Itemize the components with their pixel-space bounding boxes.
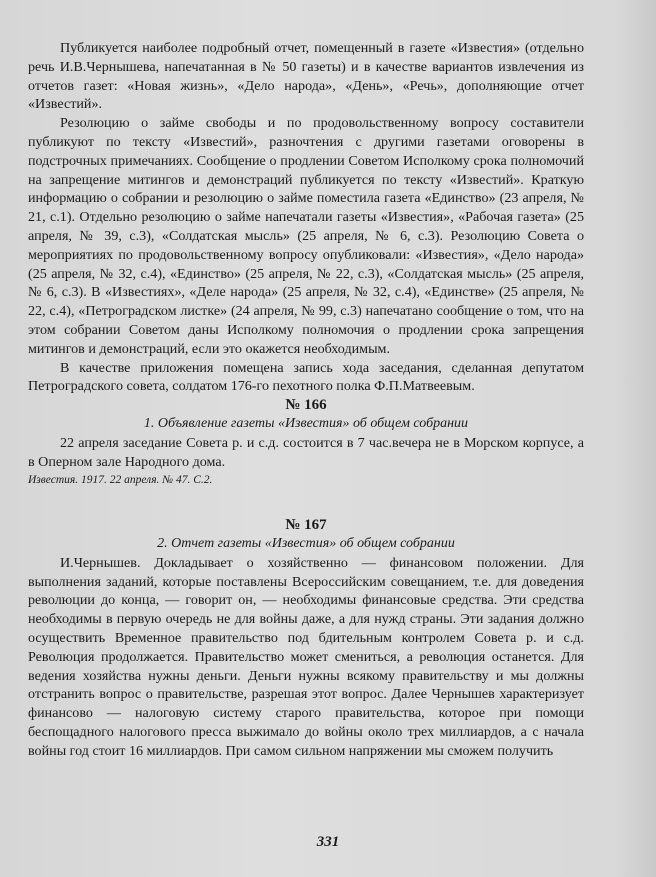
page-number: 331: [316, 834, 340, 850]
document-body-166: 22 апреля заседание Совета р. и с.д. состоится в 7 час.вечера не в Морском корпусе, а в Оперном зале Народного дома.: [28, 434, 584, 470]
document-body-167: И.Чернышев. Докладывает о хозяйственно — финансовом положении. Для выполнения заданий, которые поставлены Всероссийским совещанием, т.е. для доведения революции до конца, — говорит он, — необходимы финансовые средства. Эти средства необходимы в первую очередь не для войны даже, а для нужд страны. Эти задания должно осуществить Временное правительство под бдительным контролем Совета р. и с.д. Революция продолжается. Правительство может смениться, а революция останется. Для ведения хозяйства нужны деньги. Деньги нужны всякому правительству и мы должны отстранить вопрос о правительстве, разрешая этот вопрос. Далее Чернышев характеризует финансово — налоговую систему старого правительства, которое при помощи беспощадного налогового пресса выжимало до войны около трех миллиардов, а с начала войны год стоит 16 миллиардов. При самом сильном напряжении мы сможем получить: [28, 554, 584, 759]
document-title-167: 2. Отчет газеты «Известия» об общем собрании: [157, 535, 455, 551]
intro-paragraph-2: Резолюцию о займе свободы и по продовольственному вопросу составители публикуют по тексту «Известий», разночтения с другими газетами оговорены в подстрочных примечаниях. Сообщение о продлении Советом Исполкому срока полномочий на запрещение митингов и демонстраций публикуется по тексту «Известий». Краткую информацию о собрании и резолюцию о займе поместила газета «Единство» (23 апреля, № 21, с.1). Отдельно резолюцию о займе напечатали газеты «Известия», «Рабочая газета» (25 апреля, № 39, с.3), «Солдатская мысль» (25 апреля, № 6, с.3). Резолюцию Совета о мероприятиях по продовольственному вопросу опубликовали: «Известия», «Дело народа» (25 апреля, № 32, с.4), «Единство» (25 апреля, № 22, с.3), «Солдатская мысль» (25 апреля, № 6, с.3). В «Известиях», «Деле народа» (25 апреля, № 32, с.4), «Единстве» (25 апреля, № 22, с.4), «Петроградском листке» (24 апреля, № 99, с.3) напечатано сообщение о том, что на этом собрании Советом даны Исполкому полномочия о продлении срока запрещения митингов и демонстраций, если это окажется необходимым.: [28, 115, 584, 357]
page-edge-shadow: [616, 0, 656, 877]
intro-paragraph-1: Публикуется наиболее подробный отчет, помещенный в газете «Известия» (отдельно речь И.В.Чернышева, напечатанная в № 50 газеты) и в качестве вариантов извлечения из отчетов газет: «Новая жизнь», «Дело народа», «День», «Речь», дополняющие отчет «Известий».: [28, 40, 584, 113]
document-number-166: № 166: [285, 397, 327, 414]
text-column: [28, 39, 584, 760]
document-number-167: № 167: [285, 517, 327, 534]
intro-paragraph-3: В качестве приложения помещена запись хода заседания, сделанная депутатом Петроградского совета, солдатом 176-го пехотного полка Ф.П.Матвеевым.: [28, 359, 584, 395]
document-title-166: 1. Объявление газеты «Известия» об общем собрании: [143, 415, 469, 431]
source-citation-166: Известия. 1917. 22 апреля. № 47. С.2.: [28, 474, 213, 487]
